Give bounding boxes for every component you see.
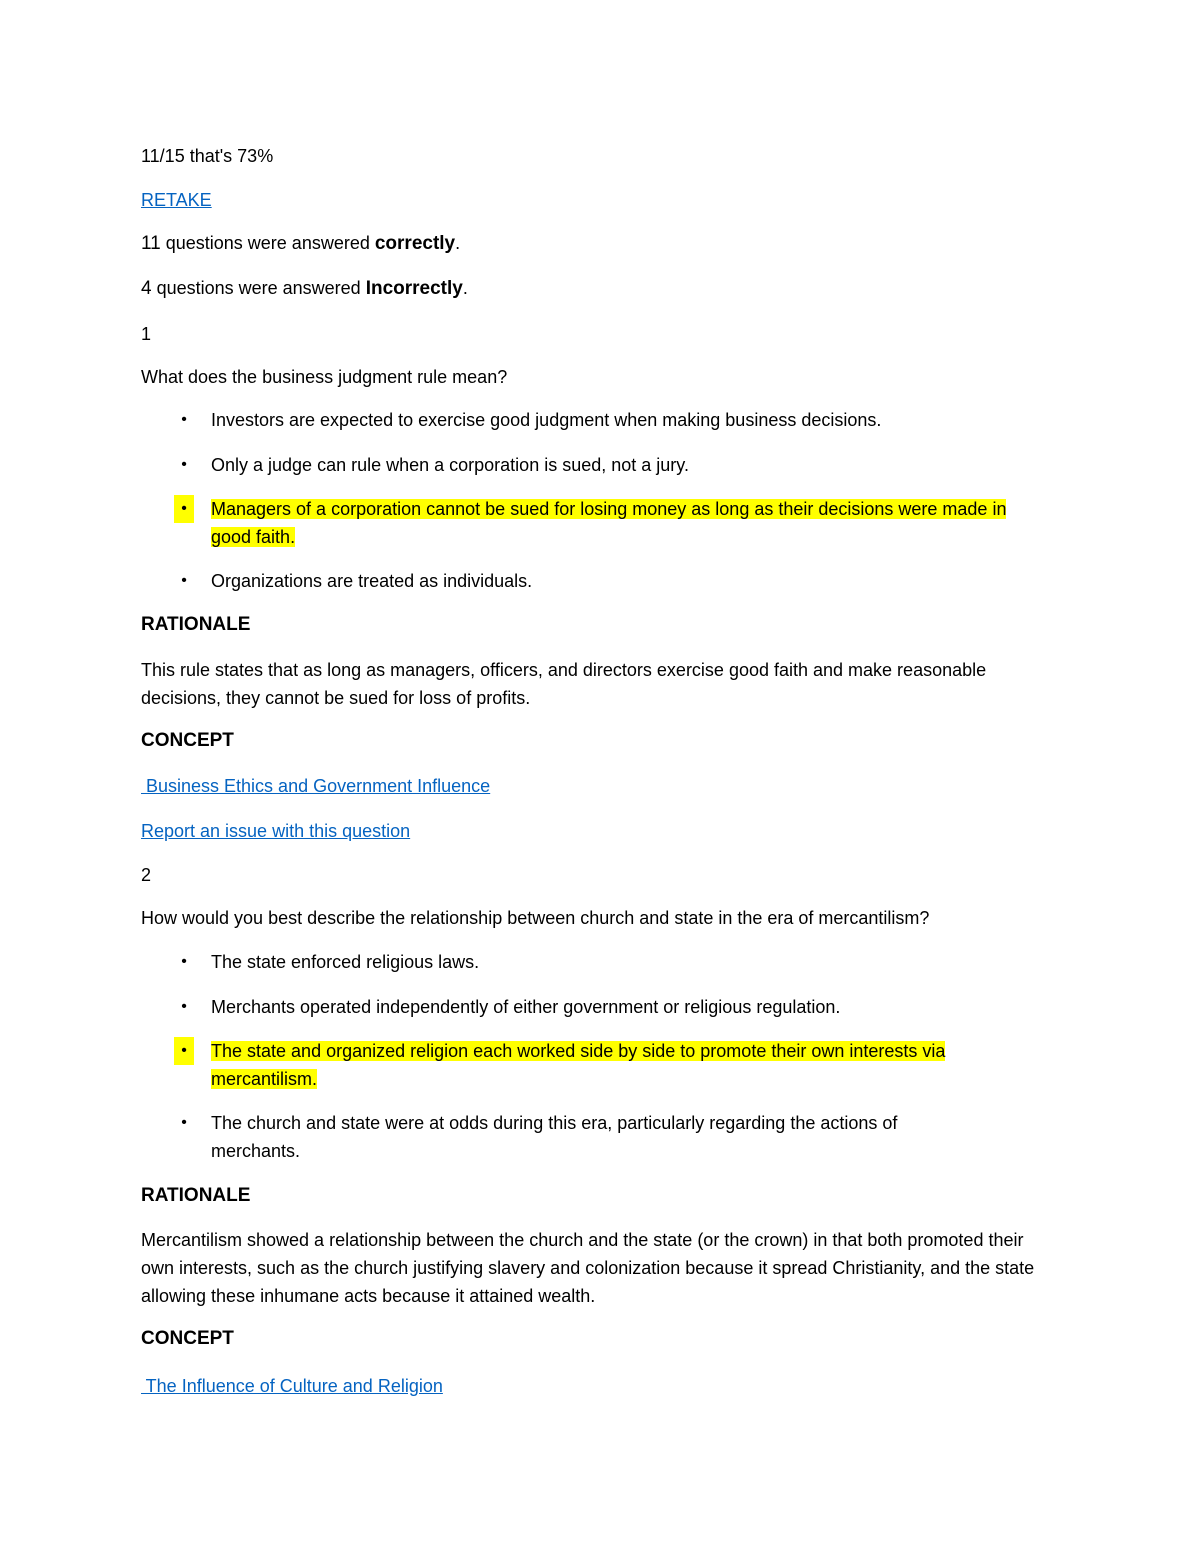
question-number: 1 xyxy=(141,324,152,344)
bullet-icon: • xyxy=(181,411,187,428)
answer-option-text: The state and organized religion each worked side by side to promote their own interests via mercantilism. xyxy=(211,1041,946,1089)
answer-option-text: Only a judge can rule when a corporation is sued, not a jury. xyxy=(211,455,689,475)
incorrect-word: Incorrectly xyxy=(365,278,463,299)
incorrect-period: . xyxy=(462,278,468,298)
correct-summary xyxy=(141,229,460,258)
answer-option-text: Investors are expected to exercise good judgment when making business decisions. xyxy=(211,410,882,430)
answer-option-text: Organizations are treated as individuals. xyxy=(211,571,533,591)
incorrect-summary xyxy=(141,274,468,303)
correct-word: correctly xyxy=(374,233,456,254)
bullet-icon: • xyxy=(181,953,187,970)
answer-option-text: The state enforced religious laws. xyxy=(211,952,480,972)
bullet-icon: • xyxy=(181,572,187,589)
concept-link[interactable]: The Influence of Culture and Religion xyxy=(141,1376,443,1396)
score-summary: 11/15 that's 73% xyxy=(141,146,274,166)
answer-option-text: The church and state were at odds during this era, particularly regarding the actions of merchants. xyxy=(211,1113,898,1161)
question-prompt: What does the business judgment rule mean? xyxy=(141,367,508,387)
rationale-heading: RATIONALE xyxy=(141,614,251,635)
question-prompt: How would you best describe the relationship between church and state in the era of mercantilism? xyxy=(141,908,930,928)
concept-heading: CONCEPT xyxy=(141,730,234,751)
correct-period: . xyxy=(455,233,461,253)
rationale-heading: RATIONALE xyxy=(141,1185,251,1206)
correct-prefix: questions were answered xyxy=(160,233,375,253)
answer-option-text: Managers of a corporation cannot be sued for losing money as long as their decisions were made in good faith. xyxy=(211,499,1007,547)
incorrect-prefix: questions were answered xyxy=(151,278,366,298)
rationale-text: Mercantilism showed a relationship between the church and the state (or the crown) in that both promoted their own interests, such as the church justifying slavery and colonization because it spread Christianity, and the state allowing these inhumane acts because it attained wealth. xyxy=(141,1230,1035,1306)
question-number: 2 xyxy=(141,865,152,885)
bullet-icon: • xyxy=(181,456,187,473)
bullet-icon: • xyxy=(181,998,187,1015)
rationale-text: This rule states that as long as managers, officers, and directors exercise good faith and make reasonable decisions, they cannot be sued for loss of profits. xyxy=(141,660,987,708)
bullet-icon: • xyxy=(174,495,194,523)
correct-count: 11 xyxy=(141,233,161,254)
bullet-icon: • xyxy=(174,1037,194,1065)
bullet-icon: • xyxy=(181,1114,187,1131)
retake-link[interactable]: RETAKE xyxy=(141,190,212,210)
answer-option-text: Merchants operated independently of either government or religious regulation. xyxy=(211,997,841,1017)
concept-link[interactable]: Business Ethics and Government Influence xyxy=(141,776,491,796)
incorrect-count: 4 xyxy=(141,278,152,299)
concept-heading: CONCEPT xyxy=(141,1328,234,1349)
report-issue-link[interactable]: Report an issue with this question xyxy=(141,821,411,841)
